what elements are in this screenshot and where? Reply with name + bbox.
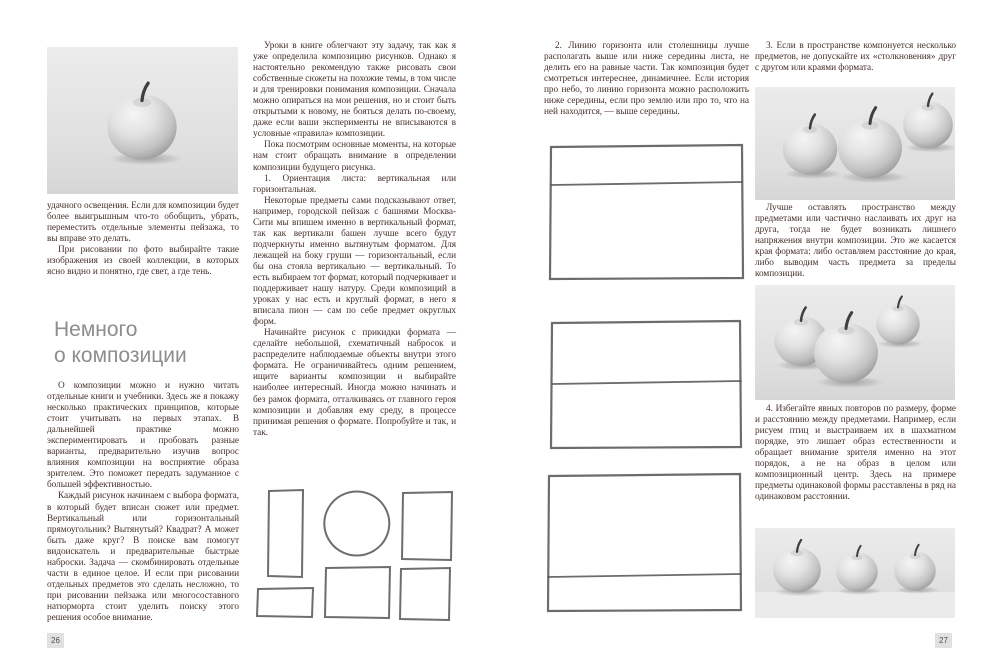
sketch-frame-horizon-low	[545, 472, 744, 614]
right-column1	[544, 41, 749, 118]
left-column2	[253, 41, 456, 439]
left-column1-bottom	[47, 381, 239, 624]
right-column2-spacing-note	[755, 203, 956, 280]
sketch-flat-rectangle	[257, 588, 313, 617]
page-number-left: 26	[47, 633, 64, 648]
sketch-landscape-rectangle	[325, 567, 390, 618]
paragraph: 1. Ориентация листа: вертикальная или горизонтальная.	[253, 173, 456, 195]
sketch-tall-rectangle	[268, 490, 303, 577]
paragraph: удачного освещения. Если для композиции будет более выигрышным что-то обобщить, убрать, переместить отдельные элементы пейзажа, то вы вправе это делать.	[47, 201, 239, 245]
horizon-line	[548, 574, 741, 577]
paragraph: 3. Если в пространстве компонуется несколько предметов, не допускайте их «столкновения» друг с другом или краями формата.	[755, 41, 956, 74]
paragraph: При рисовании по фото выбирайте такие изображения из своей коллекции, в которых ясно видно и понятно, где свет, а где тень.	[47, 245, 239, 278]
paragraph: Каждый рисунок начинаем с выбора формата, в который будет вписан сюжет или предмет. Вертикальный или горизонтальный прямоугольник? Вытянутый? Квадрат? А может быть даже круг? В поиске вам помогут видоискатель и предварительные быстрые наброски. Задача — скомбинировать отдельные части в единое целое. И если при рисовании отдельных предметов это сделать несложно, то при рисовании пейзажа или многосоставного натюрморта стоит уделить поиску этого решения особое внимание.	[47, 491, 239, 623]
paragraph: 2. Линию горизонта или столешницы лучше располагать выше или ниже середины листа, не делить его на равные части. Так композиция будет смотреться интереснее, динамичнее. Если история про небо, то линию горизонта можно расположить ниже середины, если про землю или про то, что на ней находится, — выше середины.	[544, 41, 749, 118]
paragraph: 4. Избегайте явных повторов по размеру, форме и расстоянию между предметами. Например, если рисуем птиц и выстраиваем их в шахматном порядке, это лишает образ естественности и обращает внимание зрителя именно на этот порядок, а не на образ в целом или композиционный центр. Здесь на примере предметы одинаковой формы расставлены в ряд на одинаковом расстоянии.	[755, 404, 956, 503]
chapter-heading	[54, 317, 187, 369]
photo-apples-overlapping	[755, 285, 955, 400]
page-number-right: 27	[935, 633, 952, 648]
sketch-portrait-rectangle	[402, 492, 452, 560]
horizon-line	[551, 182, 742, 185]
paragraph: О композиции можно и нужно читать отдельные книги и учебники. Здесь же я покажу несколько практических принципов, которые стоит учитывать на первых этапах. В дальнейшей практике можно экспериментировать и пробовать разные варианты, предварительно изучив вопрос влияния композиции на восприятие образа зрителем. Это поможет передать задуманное с большей эффективностью.	[47, 381, 239, 491]
photo-single-apple	[47, 47, 238, 194]
left-column1-top	[47, 201, 239, 278]
sketch-format-shapes	[250, 487, 460, 623]
horizon-line	[552, 381, 741, 384]
paragraph: Лучше оставлять пространство между предметами или частично наслаивать их друг на друга, тогда не будет возникать лишнего напряжения внутри композиции. Это же касается края формата: либо оставляем расстояние до края, либо выводим часть предмета за пределы композиции.	[755, 203, 956, 280]
paragraph: Начинайте рисунок с прикидки формата — сделайте небольшой, схематичный набросок и распределите наблюдаемые объекты внутри этого формата. Не ограничивайтесь одним решением, ищите варианты композиции и выбирайте наиболее интересный. Иногда можно начинать и без рамок формата, отталкиваясь от главного героя композиции и добавляя ему среду, в процессе принимая решения о формате. Попробуйте и так, и так.	[253, 328, 456, 438]
chapter-heading-line2: о композиции	[54, 344, 187, 367]
paragraph: Некоторые предметы сами подсказывают ответ, например, городской пейзаж с башнями Москва-Сити мы впишем именно в вертикальный формат, так как вертикали башен лучше всего будут подчеркнуты именно вытянутым форматом. Для лежащей на боку груши — горизонтальный, если бы она стояла вертикально — вертикальный. То есть выбираем тот формат, который подчеркивает и поддерживает нашу натуру. Среди композиций в уроках у нас есть и круглый формат, в него я вписала пион — сам по себе предмет округлых форм.	[253, 195, 456, 328]
right-column2-item4	[755, 404, 956, 503]
page-right	[500, 0, 1000, 667]
sketch-frame-horizon-high	[547, 142, 746, 282]
photo-apples-touching	[755, 87, 955, 200]
sketch-frame-horizon-middle	[548, 319, 744, 451]
right-column2-item3	[755, 41, 956, 74]
sketch-circle	[324, 492, 389, 556]
paragraph: Пока посмотрим основные моменты, на которые нам стоит обращать внимание в определении композиции будущего рисунка.	[253, 140, 456, 173]
sketch-square	[400, 568, 450, 620]
chapter-heading-line1: Немного	[54, 318, 138, 341]
paragraph: Уроки в книге облегчают эту задачу, так как я уже определила композицию рисунков. Однако я настоятельно рекомендую также рисовать свои собственные сюжеты на похожие темы, в том числе и для тренировки понимания композиции. Сначала можно опираться на мои решения, но и стоит быть открытыми к новому, не бояться делать по-своему, даже если ваши эксперименты не вписываются в условные «правила» композиции.	[253, 41, 456, 140]
photo-apples-even-row	[755, 528, 955, 618]
